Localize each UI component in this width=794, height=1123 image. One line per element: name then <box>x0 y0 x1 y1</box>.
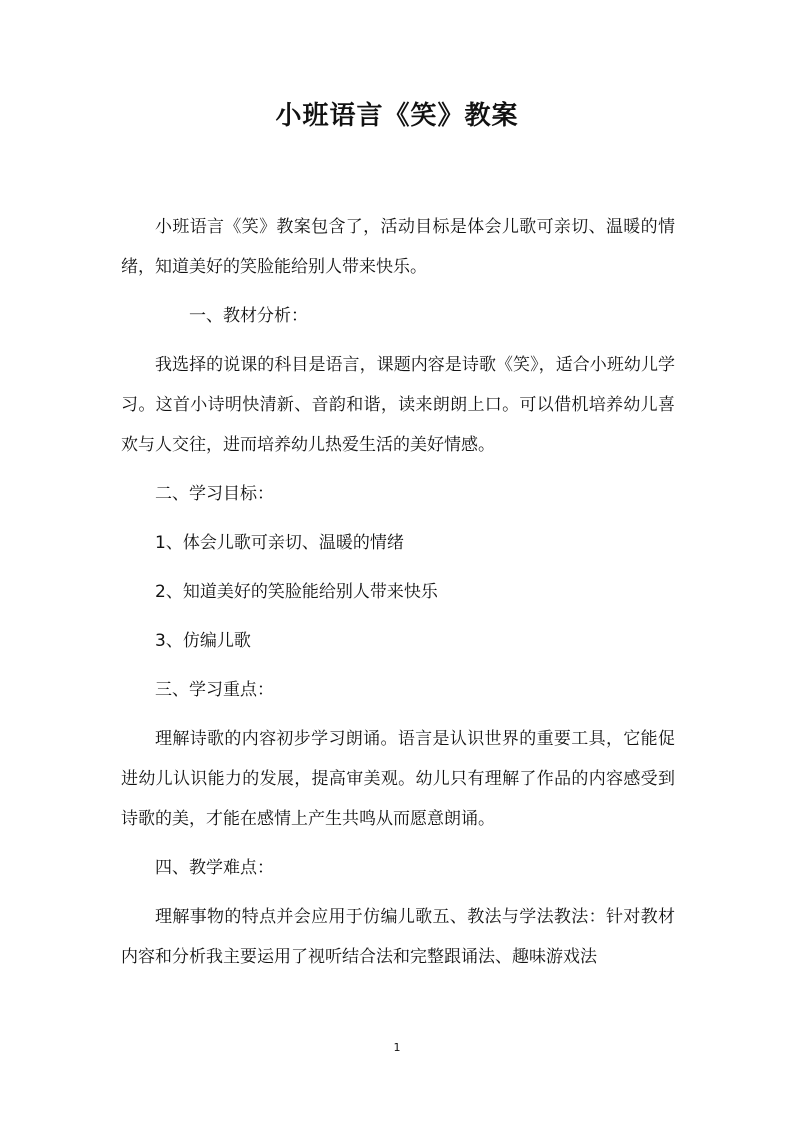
section-heading-key-points: 三、学习重点： <box>155 680 274 700</box>
material-analysis-paragraph: 我选择的说课的科目是语言，课题内容是诗歌《笑》，适合小班幼儿学习。这首小诗明快清新、音韵和谐，读来朗朗上口。可以借机培养幼儿喜欢与人交往，进而培养幼儿热爱生活的美好情感。 <box>121 355 675 455</box>
learning-goal-item: 2、知道美好的笑脸能给别人带来快乐 <box>155 582 438 602</box>
document-body <box>121 207 675 986</box>
learning-goal-item: 3、仿编儿歌 <box>155 631 251 651</box>
learning-goal-item: 1、体会儿歌可亲切、温暖的情绪 <box>155 533 404 553</box>
section-heading-material-analysis: 一、教材分析： <box>189 306 308 326</box>
difficulties-paragraph: 理解事物的特点并会应用于仿编儿歌五、教法与学法教法：针对教材内容和分析我主要运用了视听结合法和完整跟诵法、趣味游戏法 <box>121 907 675 967</box>
intro-paragraph: 小班语言《笑》教案包含了，活动目标是体会儿歌可亲切、温暖的情绪，知道美好的笑脸能给别人带来快乐。 <box>121 217 675 277</box>
section-heading-difficulties: 四、教学难点： <box>155 858 274 878</box>
section-heading-learning-goals: 二、学习目标： <box>155 484 274 504</box>
document-title: 小班语言《笑》教案 <box>275 101 519 131</box>
key-points-paragraph: 理解诗歌的内容初步学习朗诵。语言是认识世界的重要工具，它能促进幼儿认识能力的发展，提高审美观。幼儿只有理解了作品的内容感受到诗歌的美，才能在感情上产生共鸣从而愿意朗诵。 <box>121 729 675 829</box>
page-number: 1 <box>393 1041 401 1054</box>
